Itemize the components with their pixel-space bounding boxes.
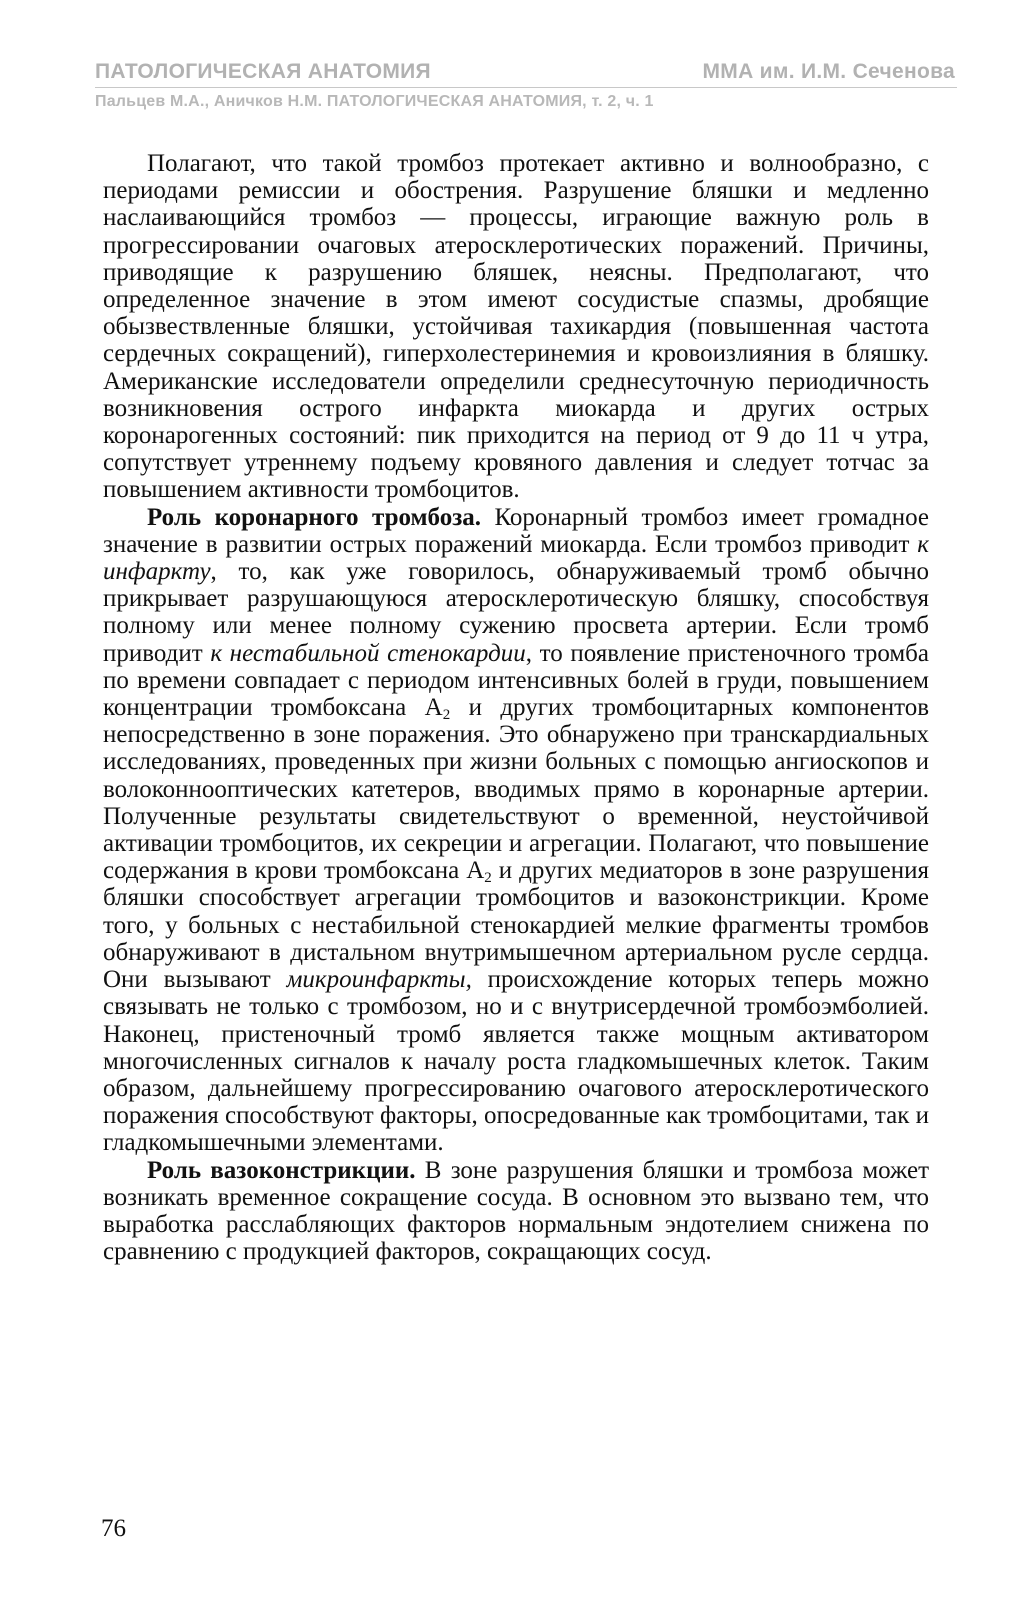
header-divider <box>95 87 957 88</box>
page-body <box>103 150 929 1265</box>
subscript: 2 <box>442 707 451 724</box>
italic-term: микроинфаркты, <box>286 966 472 994</box>
section-heading-vasoconstriction: Роль вазоконстрикции. <box>147 1156 416 1184</box>
page-number: 76 <box>101 1515 126 1542</box>
paragraph-vasoconstriction: Роль вазоконстрикции. В зоне разрушения бляшки и тромбоза может возникать временное сокращение сосуда. В основном это вызвано тем, что выработка расслабляющих факторов нормальным эндотелием снижена по сравнению с продукцией факторов, сокращающих сосуд. <box>103 1156 929 1266</box>
institution-name: ММА им. И.М. Сеченова <box>702 60 955 83</box>
subscript: 2 <box>484 870 492 887</box>
book-title: ПАТОЛОГИЧЕСКАЯ АНАТОМИЯ <box>95 60 431 83</box>
book-citation: Пальцев М.А., Аничков Н.М. ПАТОЛОГИЧЕСКАЯ АНАТОМИЯ, т. 2, ч. 1 <box>95 93 654 110</box>
section-heading-coronary-thrombosis: Роль коронарного тромбоза. <box>147 503 481 531</box>
paragraph-thrombosis-course: Полагают, что такой тромбоз протекает активно и волнообразно, с периодами ремиссии и обострения. Разрушение бляшки и медленно наслаивающийся тромбоз — процессы, играющие важную роль в прогрессировании очаговых атеросклеротических поражений. Причины, приводящие к разрушению бляшек, неясны. Предполагают, что определенное значение в этом имеют сосудистые спазмы, дробящие обызвествленные бляшки, устойчивая тахикардия (повышенная частота сердечных сокращений), гиперхолестеринемия и кровоизлияния в бляшку. Американские исследователи определили среднесуточную периодичность возникновения острого инфаркта миокарда и других острых коронарогенных состояний: пик приходится на период от 9 до 11 ч утра, сопутствует утреннему подъему кровяного давления и следует тотчас за повышением активности тромбоцитов. <box>103 150 929 504</box>
italic-term: к нестабильной стенокардии <box>210 639 526 667</box>
italic-term: к инфаркту <box>103 530 929 586</box>
paragraph-coronary-thrombosis: Роль коронарного тромбоза. Коронарный тромбоз имеет громадное значение в развитии острых поражений миокарда. Если тромбоз приводит к инфаркту, то, как уже говорилось, обнаруживаемый тромб обычно прикрывает разрушающуюся атеросклеротическую бляшку, способствуя полному или менее полному сужению просвета артерии. Если тромб приводит к нестабильной стенокардии, то появление пристеночного тромба по времени совпадает с периодом интенсивных болей в груди, повышением концентрации тромбоксана $A_2$ и других тромбоцитарных компонентов непосредственно в зоне поражения. Это обнаружено при транскардиальных исследованиях, проведенных при жизни больных с помощью ангиоскопов и волоконнооптических катетеров, вводимых прямо в коронарные артерии. Полученные результаты свидетельствуют о временной, неустойчивой активации тромбоцитов, их секреции и агрегации. Полагают, что повышение содержания в крови тромбоксана $A_2$ и других медиаторов в зоне разрушения бляшки способствует агрегации тромбоцитов и вазоконстрикции. Кроме того, у больных с нестабильной стенокардией мелкие фрагменты тромбов обнаруживают в дистальном внутримышечном артериальном русле сердца. Они вызывают микроинфаркты, происхождение которых теперь можно связывать не только с тромбозом, но и с внутрисердечной тромбоэмболией. Наконец, пристеночный тромб является также мощным активатором многочисленных сигналов к началу роста гладкомышечных клеток. Таким образом, дальнейшему прогрессированию очагового атеросклеротического поражения способствуют факторы, опосредованные как тромбоцитами, так и гладкомышечными элементами. <box>103 503 930 1157</box>
